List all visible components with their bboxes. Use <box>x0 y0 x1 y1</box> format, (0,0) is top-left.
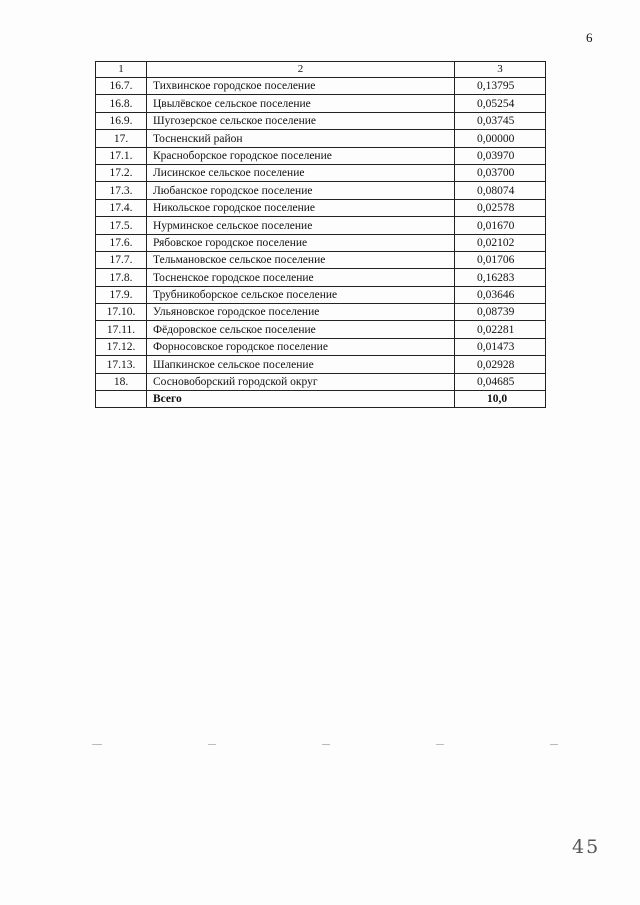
row-value: 0,03646 <box>455 286 546 303</box>
row-number: 17.10. <box>96 304 147 321</box>
table-row <box>96 112 546 129</box>
table-row <box>96 304 546 321</box>
row-value: 0,08074 <box>455 182 546 199</box>
row-name: Нурминское сельское поселение <box>147 217 455 234</box>
total-value: 10,0 <box>455 391 546 408</box>
row-number: 17.8. <box>96 269 147 286</box>
row-value: 0,01670 <box>455 217 546 234</box>
total-row <box>96 391 546 408</box>
row-number: 17.1. <box>96 147 147 164</box>
row-number: 17. <box>96 130 147 147</box>
row-value: 0,01473 <box>455 338 546 355</box>
row-number: 17.12. <box>96 338 147 355</box>
row-number: 16.8. <box>96 95 147 112</box>
table-row <box>96 182 546 199</box>
row-name: Цвылёвское сельское поселение <box>147 95 455 112</box>
handwritten-page-mark: 45 <box>572 836 601 858</box>
table-row <box>96 373 546 390</box>
table-row <box>96 164 546 181</box>
row-value: 0,08739 <box>455 304 546 321</box>
row-number: 17.6. <box>96 234 147 251</box>
row-number: 17.13. <box>96 356 147 373</box>
row-value: 0,03700 <box>455 164 546 181</box>
row-name: Лисинское сельское поселение <box>147 164 455 181</box>
table-row <box>96 286 546 303</box>
row-number: 17.5. <box>96 217 147 234</box>
row-number: 16.7. <box>96 78 147 95</box>
header-col-1: 1 <box>96 62 147 78</box>
table-row <box>96 234 546 251</box>
row-value: 0,04685 <box>455 373 546 390</box>
row-name: Форносовское городское поселение <box>147 338 455 355</box>
row-name: Сосновоборский городской округ <box>147 373 455 390</box>
row-value: 0,02102 <box>455 234 546 251</box>
row-number: 17.2. <box>96 164 147 181</box>
row-number: 17.4. <box>96 199 147 216</box>
header-col-2: 2 <box>147 62 455 78</box>
row-name: Шапкинское сельское поселение <box>147 356 455 373</box>
table-row <box>96 95 546 112</box>
dash-mark <box>92 744 102 745</box>
table-header-row <box>96 62 546 78</box>
row-number: 16.9. <box>96 112 147 129</box>
dash-mark <box>436 744 444 745</box>
row-name: Никольское городское поселение <box>147 199 455 216</box>
dash-mark <box>322 744 330 745</box>
dash-mark <box>208 744 216 745</box>
table-row <box>96 78 546 95</box>
row-name: Рябовское городское поселение <box>147 234 455 251</box>
table-row <box>96 321 546 338</box>
row-name: Ульяновское городское поселение <box>147 304 455 321</box>
row-number: 18. <box>96 373 147 390</box>
table-row <box>96 130 546 147</box>
page-number: 6 <box>586 30 593 45</box>
row-name: Тельмановское сельское поселение <box>147 251 455 268</box>
row-value: 0,16283 <box>455 269 546 286</box>
row-value: 0,05254 <box>455 95 546 112</box>
table-row <box>96 356 546 373</box>
row-value: 0,02281 <box>455 321 546 338</box>
row-value: 0,02578 <box>455 199 546 216</box>
table-body <box>96 62 546 408</box>
row-name: Тосненский район <box>147 130 455 147</box>
total-label: Всего <box>147 391 455 408</box>
header-col-3: 3 <box>455 62 546 78</box>
total-number <box>96 391 147 408</box>
footer-dash-marks <box>90 744 570 748</box>
row-name: Красноборское городское поселение <box>147 147 455 164</box>
row-name: Шугозерское сельское поселение <box>147 112 455 129</box>
allocation-table <box>95 61 546 408</box>
row-value: 0,03970 <box>455 147 546 164</box>
row-name: Тосненское городское поселение <box>147 269 455 286</box>
row-name: Фёдоровское сельское поселение <box>147 321 455 338</box>
table-row <box>96 338 546 355</box>
row-value: 0,01706 <box>455 251 546 268</box>
table-row <box>96 251 546 268</box>
table-row <box>96 147 546 164</box>
row-number: 17.7. <box>96 251 147 268</box>
table-row <box>96 269 546 286</box>
row-number: 17.3. <box>96 182 147 199</box>
row-name: Трубникоборское сельское поселение <box>147 286 455 303</box>
row-name: Любанское городское поселение <box>147 182 455 199</box>
dash-mark <box>550 744 558 745</box>
row-name: Тихвинское городское поселение <box>147 78 455 95</box>
row-value: 0,02928 <box>455 356 546 373</box>
row-number: 17.11. <box>96 321 147 338</box>
row-value: 0,13795 <box>455 78 546 95</box>
table-row <box>96 199 546 216</box>
table-row <box>96 217 546 234</box>
row-number: 17.9. <box>96 286 147 303</box>
row-value: 0,00000 <box>455 130 546 147</box>
row-value: 0,03745 <box>455 112 546 129</box>
